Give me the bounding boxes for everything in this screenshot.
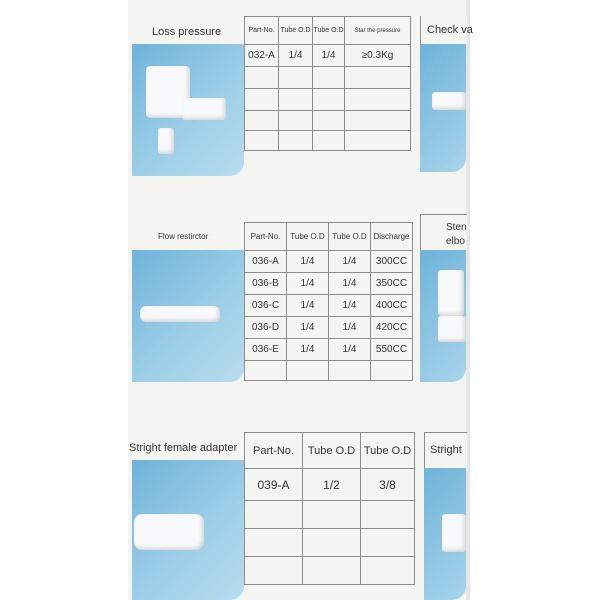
cell-pressure: ≥0.3Kg <box>345 45 411 67</box>
empty-cell <box>245 131 279 151</box>
cell-part-no: 036-D <box>245 317 287 339</box>
product-image-panel <box>424 468 466 600</box>
cell-tube-od: 1/4 <box>329 273 371 295</box>
empty-cell <box>245 89 279 111</box>
section-title: Stright female adapter <box>129 442 238 454</box>
cell-discharge: 420CC <box>371 317 413 339</box>
card-title: elbo <box>446 236 465 247</box>
spec-table <box>244 16 411 151</box>
empty-cell <box>361 557 415 585</box>
empty-cell <box>279 89 313 111</box>
page-edge <box>466 0 470 600</box>
cell-discharge: 350CC <box>371 273 413 295</box>
header-tube-od: Tube O.D <box>279 17 313 45</box>
empty-cell <box>245 67 279 89</box>
header-tube-od: Tube O.D <box>303 433 361 469</box>
check-valve-image <box>432 92 466 110</box>
empty-cell <box>303 529 361 557</box>
header-part-no: Part-No. <box>245 223 287 251</box>
header-tube-od: Tube O.D <box>287 223 329 251</box>
empty-cell <box>345 111 411 131</box>
stem-elbow-base-image <box>438 316 466 342</box>
header-part-no: Part-No. <box>245 17 279 45</box>
section-title: Loss pressure <box>152 26 222 38</box>
empty-cell <box>345 67 411 89</box>
valve-outlet-image <box>182 98 226 120</box>
product-image-panel <box>420 250 466 382</box>
cell-part-no: 036-E <box>245 339 287 361</box>
cell-discharge: 300CC <box>371 251 413 273</box>
cell-tube-od: 1/2 <box>303 469 361 501</box>
empty-cell <box>279 67 313 89</box>
header-part-no: Part-No. <box>245 433 303 469</box>
empty-cell <box>245 529 303 557</box>
adapter-fitting-image <box>134 514 204 550</box>
product-image-panel <box>132 44 244 176</box>
card-title: Check va <box>427 24 473 36</box>
cell-tube-od: 1/4 <box>287 339 329 361</box>
empty-cell <box>313 131 345 151</box>
empty-cell <box>287 361 329 381</box>
cell-part-no: 036-B <box>245 273 287 295</box>
empty-cell <box>279 111 313 131</box>
cell-tube-od: 1/4 <box>287 273 329 295</box>
product-image-panel <box>132 460 244 600</box>
stem-elbow-image <box>438 270 464 316</box>
product-image-panel <box>420 44 466 172</box>
cell-tube-od: 1/4 <box>329 317 371 339</box>
restrictor-tube-image <box>140 306 220 322</box>
empty-cell <box>279 131 313 151</box>
card-title: Sten <box>446 222 467 233</box>
cell-discharge: 550CC <box>371 339 413 361</box>
cell-discharge: 400CC <box>371 295 413 317</box>
cell-tube-od: 1/4 <box>287 251 329 273</box>
empty-cell <box>345 89 411 111</box>
cell-tube-od: 1/4 <box>313 45 345 67</box>
cell-tube-od: 1/4 <box>287 317 329 339</box>
empty-cell <box>245 111 279 131</box>
cell-part-no: 032-A <box>245 45 279 67</box>
empty-cell <box>361 529 415 557</box>
cell-part-no: 036-A <box>245 251 287 273</box>
section-title: Flow restirctor <box>158 232 209 241</box>
header-discharge: Discharge <box>371 223 413 251</box>
cell-tube-od: 1/4 <box>329 339 371 361</box>
empty-cell <box>329 361 371 381</box>
header-tube-od: Tube O.D <box>313 17 345 45</box>
spec-table <box>244 222 413 381</box>
empty-cell <box>361 501 415 529</box>
empty-cell <box>303 557 361 585</box>
cell-tube-od: 1/4 <box>279 45 313 67</box>
valve-fitting-image <box>158 128 174 154</box>
cell-tube-od: 1/4 <box>329 295 371 317</box>
header-start-pressure: Star the pressure <box>345 17 411 45</box>
empty-cell <box>371 361 413 381</box>
card-title: Stright <box>430 444 462 456</box>
empty-cell <box>245 501 303 529</box>
empty-cell <box>345 131 411 151</box>
empty-cell <box>303 501 361 529</box>
cell-tube-od: 1/4 <box>287 295 329 317</box>
product-image-panel <box>132 250 244 382</box>
header-tube-od: Tube O.D <box>361 433 415 469</box>
cell-tube-od: 1/4 <box>329 251 371 273</box>
stright-fitting-image <box>442 514 466 552</box>
empty-cell <box>313 111 345 131</box>
cell-part-no: 039-A <box>245 469 303 501</box>
empty-cell <box>313 89 345 111</box>
header-tube-od: Tube O.D <box>329 223 371 251</box>
spec-table <box>244 432 415 585</box>
cell-tube-od: 3/8 <box>361 469 415 501</box>
cell-part-no: 036-C <box>245 295 287 317</box>
empty-cell <box>245 557 303 585</box>
empty-cell <box>313 67 345 89</box>
empty-cell <box>245 361 287 381</box>
